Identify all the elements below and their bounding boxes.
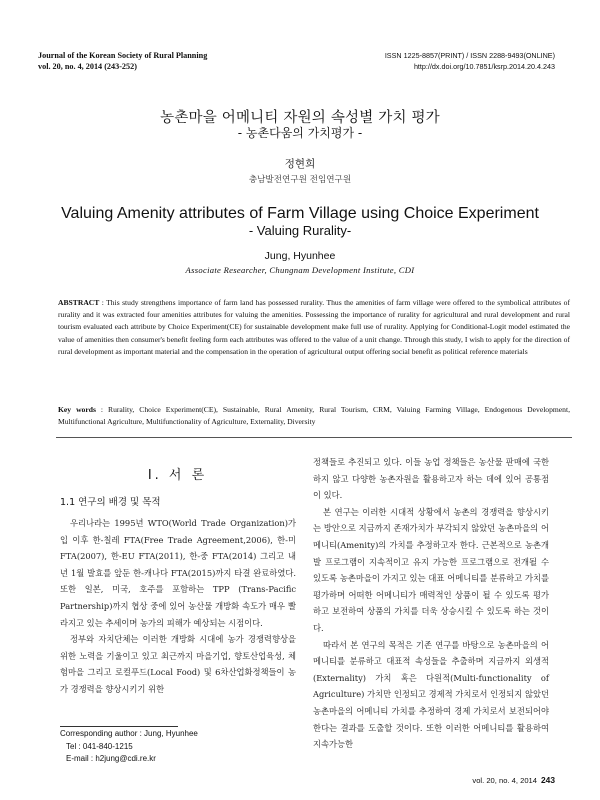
affiliation-korean: 충남발전연구원 전임연구원 <box>248 175 352 185</box>
body-paragraph: 정책들로 추진되고 있다. 이들 농업 정책들은 농산물 판매에 국한하지 않고 다양한 농촌자원을 활용하고자 하는 데에 있어 공통점이 있다. <box>313 457 549 501</box>
author-english: Jung, Hyunhee <box>264 250 336 262</box>
abstract-label: ABSTRACT <box>58 298 100 307</box>
correspondence-block <box>60 728 198 766</box>
body-paragraph: 따라서 본 연구의 목적은 기존 연구를 바탕으로 농촌마을의 어메니티를 분류하고 대표적 속성들을 추출하며 지금까지 외생적(Externality) 가치 혹은 다원적(Multi-functionality of Agriculture) 가치만 인정되고 경제적 가치로서 인정되지 않았던 농촌마을의 어메니티 가치를 추정하여 경제 가치로서 보전되어야 한다는 결과를 도출할 것이다. 또한 이러한 어메니티를 활용하여 지속가능한 <box>313 639 549 750</box>
journal-header <box>38 50 207 72</box>
affiliation-english: Associate Researcher, Chungnam Development Institute, CDI <box>185 265 415 275</box>
abstract <box>58 297 570 358</box>
body-paragraph: 우리나라는 1995년 WTO(World Trade Organization)가입 이후 한-칠레 FTA(Free Trade Agreement,2006), 한-미 FTA(2007), 한-EU FTA(2011), 한-중 FTA(2014) 그리고 내년 1월 발효를 앞둔 한-캐나다 FTA(2015)까지 타결 완료하였다. 또한 일본, 미국, 호주를 포함하는 TPP (Trans-Pacific Partnership)까지 협상 중에 있어 농산물 개방화 속도가 매우 빨라지고 있는 추세이며 농가의 피해가 예상되는 시점이다. <box>60 518 296 628</box>
section-divider <box>56 437 572 438</box>
body-left-column <box>60 515 296 698</box>
title-english: Valuing Amenity attributes of Farm Village using Choice Experiment <box>61 205 539 222</box>
page-number: 243 <box>541 775 555 785</box>
author-korean: 정현희 <box>284 158 316 170</box>
email-address[interactable]: E-mail : h2jung@cdi.re.kr <box>66 754 156 763</box>
body-paragraph: 본 연구는 이러한 시대적 상황에서 농촌의 경쟁력을 향상시키는 방안으로 지금까지 존재가치가 부각되지 않았던 농촌마을의 어메니티(Amenity)의 가치를 추정하고자 한다. 근본적으로 농촌개발 프로그램이 지속적이고 유지 가능한 프로그램으로 전개될 수 있도록 농촌마을이 가지고 있는 대표 어메니티를 분류하고 가치를 평가하며 어떠한 어메니티가 매력적인 상품이 될 수 있도록 평가하고 보전하여 상품의 가치를 더욱 상승시킬 수 있도록 하는 것이다. <box>313 506 549 633</box>
journal-name: Journal of the Korean Society of Rural Planning <box>38 51 208 60</box>
body-right-column <box>313 454 549 753</box>
journal-volume: vol. 20, no. 4, 2014 (243-252) <box>38 62 137 71</box>
footer-issue: vol. 20, no. 4, 2014 <box>472 776 538 785</box>
subtitle-english: - Valuing Rurality- <box>248 223 352 238</box>
abstract-text: : This study strengthens importance of farm land has possessed rurality. Thus the amenities of farm village were offered to the symbolical attributes of rurality and it was extracted four amenities attributes for valuing the amenities. Possessing the importance of rurality for agricultural and rural development and rural tourism evaluated each attribute by Choice Experiment(CE) for sustainable development make full use of rurality. Applying for Conditional-Logit model estimated the value of amenities then consumer's benefit feeling form each attributes was offered to the value of a unit change. Through this study, I wish to apply for the direction of rural development as important material and the compensation in the operation of agricultural output offering social benefit as political reference materials <box>58 298 570 356</box>
subtitle-korean: - 농촌다움의 가치평가 - <box>237 126 363 140</box>
issn: ISSN 1225-8857(PRINT) / ISSN 2288-9493(ONLINE) <box>384 51 555 60</box>
corresponding-author: Corresponding author : Jung, Hyunhee <box>60 729 198 738</box>
footnote-divider <box>60 726 178 727</box>
page-footer <box>472 775 555 785</box>
issn-block <box>385 50 555 72</box>
body-paragraph: 정부와 자치단체는 이러한 개방화 시대에 농가 경쟁력향상을 위한 노력을 기울이고 있고 최근까지 마을기업, 향토산업육성, 체험마을 그리고 로컬푸드(Local Food) 및 6차산업화정책들이 농가 경쟁력을 향상시키기 위한 <box>60 634 296 694</box>
section-heading: I. 서 론 <box>147 468 208 483</box>
keywords <box>58 404 570 428</box>
subsection-heading: 1.1 연구의 배경 및 목적 <box>60 497 161 508</box>
title-korean: 농촌마을 어메니티 자원의 속성별 가치 평가 <box>160 110 440 126</box>
keywords-text: : Rurality, Choice Experiment(CE), Sustainable, Rural Amenity, Rural Tourism, CRM, Valuing Farming Village, Endogenous Development, Multifunctional Agriculture, Multifunctionality of Agriculture, Externality, Diversity <box>58 405 570 427</box>
doi-link[interactable]: http://dx.doi.org/10.7851/ksrp.2014.20.4.243 <box>413 62 555 71</box>
keywords-label: Key words <box>58 405 96 414</box>
phone-number: Tel : 041-840-1215 <box>66 741 133 751</box>
